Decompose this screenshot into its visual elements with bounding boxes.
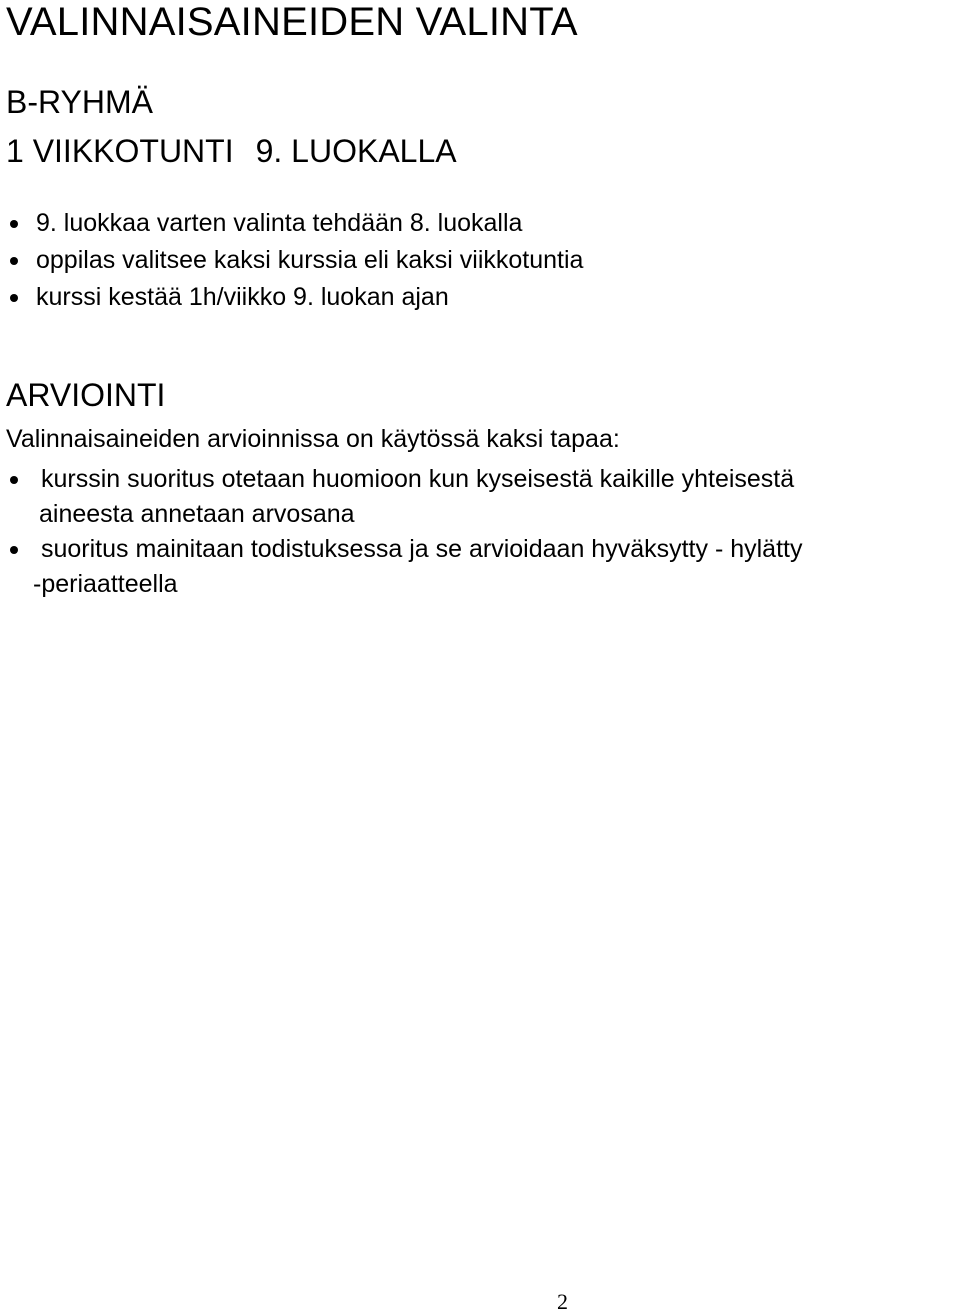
list-item-text: oppilas valitsee kaksi kurssia eli kaksi viikkotuntia [36,246,584,274]
list-item [8,462,958,532]
list-item [8,245,583,282]
list-item-text: kurssi kestää 1h/viikko 9. luokan ajan [36,283,449,311]
bullet-icon [10,257,18,265]
bullet-icon [10,476,18,484]
list-item [8,532,958,602]
selection-bullet-list [8,208,583,319]
list-item-text: suoritus mainitaan todistuksessa ja se arvioidaan hyväksytty - hylätty [41,535,803,563]
bullet-icon [10,294,18,302]
list-item [8,282,583,319]
list-item-text: 9. luokkaa varten valinta tehdään 8. luokalla [36,209,523,237]
hours-count: 1 VIIKKOTUNTI [6,133,234,169]
hours-heading [6,133,457,169]
bullet-icon [10,546,18,554]
list-item-continuation: -periaatteella [33,570,178,598]
list-item-text: kurssin suoritus otetaan huomioon kun kyseisestä kaikille yhteisestä [41,465,795,493]
group-heading: B-RYHMÄ [6,84,153,120]
grade-level: 9. LUOKALLA [255,133,457,169]
assessment-bullet-list [8,462,958,602]
page-number: 2 [557,1289,568,1314]
page-title: VALINNAISAINEIDEN VALINTA [6,0,578,44]
list-item [8,208,583,245]
list-item-continuation: aineesta annetaan arvosana [39,500,355,528]
assessment-heading: ARVIOINTI [6,377,166,413]
bullet-icon [10,220,18,228]
assessment-intro: Valinnaisaineiden arvioinnissa on käytössä kaksi tapaa: [6,425,620,453]
